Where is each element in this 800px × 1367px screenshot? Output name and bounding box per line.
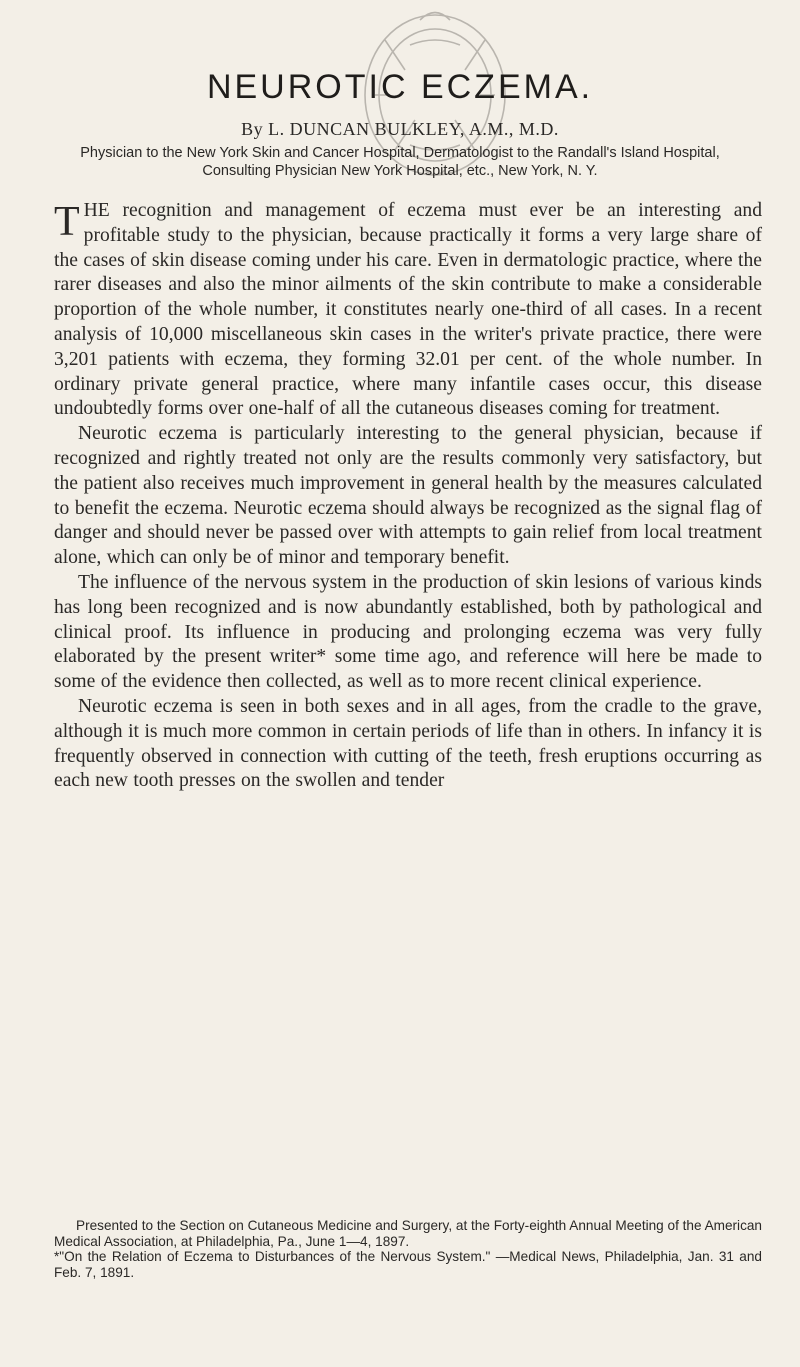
paragraph-2: Neurotic eczema is particularly interesting to the general physician, because if recognized and rightly treated not only are the results commonly very satisfactory, but the patient also receives much improvement in general health by the measures calculated to benefit the eczema. Neurotic eczema should always be recognized as the signal flag of danger and should never be passed over with attempts to gain relief from local treatment alone, which can only be of minor and temporary benefit.	[54, 423, 762, 569]
paragraph-1	[54, 199, 762, 422]
author-affiliation: Physician to the New York Skin and Cancer Hospital, Dermatologist to the Randall's Island Hospital, Consulting Physician New York Hospital, etc., New York, N. Y.	[80, 145, 720, 179]
article-body	[54, 199, 762, 794]
paragraph-4: Neurotic eczema is seen in both sexes and in all ages, from the cradle to the grave, although it is much more common in certain periods of life than in others. In infancy it is frequently observed in connection with cutting of the teeth, fresh eruptions occurring as each new tooth presses on the swollen and tender	[54, 695, 762, 792]
footnotes	[54, 1218, 762, 1280]
footnote-presented: Presented to the Section on Cutaneous Medicine and Surgery, at the Forty-eighth Annual Meeting of the American Medical Association, at Philadelphia, Pa., June 1—4, 1897.	[54, 1218, 762, 1249]
author-byline: By L. DUNCAN BULKLEY, A.M., M.D.	[241, 119, 559, 139]
article-title: NEUROTIC ECZEMA.	[206, 68, 594, 106]
drop-cap: T	[54, 199, 80, 245]
footnote-reference: *"On the Relation of Eczema to Disturbances of the Nervous System." —Medical News, Philadelphia, Jan. 31 and Feb. 7, 1891.	[54, 1249, 762, 1280]
paragraph-3: The influence of the nervous system in the production of skin lesions of various kinds has long been recognized and is now abundantly established, both by pathological and clinical proof. Its influence in producing and prolonging eczema was very fully elaborated by the present writer* some time ago, and reference will here be made to some of the evidence then collected, as well as to more recent clinical experience.	[54, 571, 762, 693]
paragraph-1-text: HE recognition and management of eczema must ever be an interesting and profitable study to the physician, because practically it forms a very large share of the cases of skin disease coming under his care. Even in dermatologic practice, where the rarer diseases and also the minor ailments of the skin contribute to make a considerable proportion of the whole number, it constitutes nearly one-third of all cases. In a recent analysis of 10,000 miscellaneous skin cases in the writer's private practice, there were 3,201 patients with eczema, they forming 32.01 per cent. of the whole number. In ordinary private general practice, where many infantile cases occur, this disease undoubtedly forms over one-half of all the cutaneous diseases coming for treatment.	[54, 200, 762, 420]
